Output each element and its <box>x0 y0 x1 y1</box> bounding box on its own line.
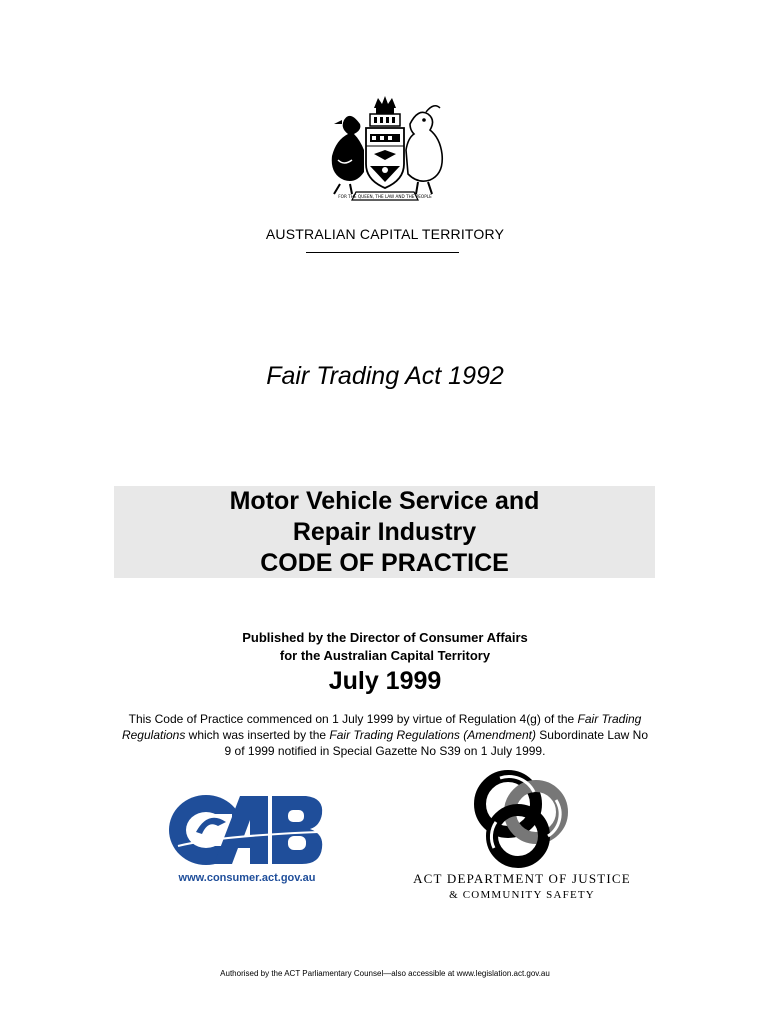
cab-url: www.consumer.act.gov.au <box>178 872 316 884</box>
coat-of-arms-icon <box>322 94 448 206</box>
code-title-line-3: CODE OF PRACTICE <box>260 549 509 577</box>
code-title-line-1: Motor Vehicle Service and <box>229 487 540 515</box>
commencement-text-3: Subordinate Law No 9 of 1999 notified in Special Gazette No S39 on 1 July 1999. <box>224 728 649 758</box>
act-title: Fair Trading Act 1992 <box>266 362 504 390</box>
commencement-italic-2: Fair Trading Regulations (Amendment) <box>329 728 536 742</box>
divider-line <box>306 252 459 253</box>
code-title-box <box>114 486 655 578</box>
doj-logo-icon <box>470 770 574 870</box>
doj-name-line-1: ACT DEPARTMENT OF JUSTICE <box>413 871 631 886</box>
authorisation-footer: Authorised by the ACT Parliamentary Counsel—also accessible at www.legislation.act.gov.au <box>220 969 550 978</box>
publication-date: July 1999 <box>328 667 442 695</box>
doj-name-line-2: & COMMUNITY SAFETY <box>449 889 595 901</box>
commencement-italic-1: Fair Trading Regulations <box>121 712 642 742</box>
commencement-note <box>120 711 650 759</box>
commencement-text-1: This Code of Practice commenced on 1 July 1999 by virtue of Regulation 4(g) of the <box>128 712 578 726</box>
publisher-line-1: Published by the Director of Consumer Affairs <box>242 630 528 645</box>
publisher-line-2: for the Australian Capital Territory <box>279 648 491 663</box>
code-title-line-2: Repair Industry <box>292 518 477 546</box>
commencement-text-2: which was inserted by the <box>185 728 330 742</box>
cab-logo-icon <box>168 792 326 868</box>
coat-motto: FOR THE QUEEN, THE LAW AND THE PEOPLE <box>338 194 432 199</box>
jurisdiction-label: AUSTRALIAN CAPITAL TERRITORY <box>265 226 505 242</box>
